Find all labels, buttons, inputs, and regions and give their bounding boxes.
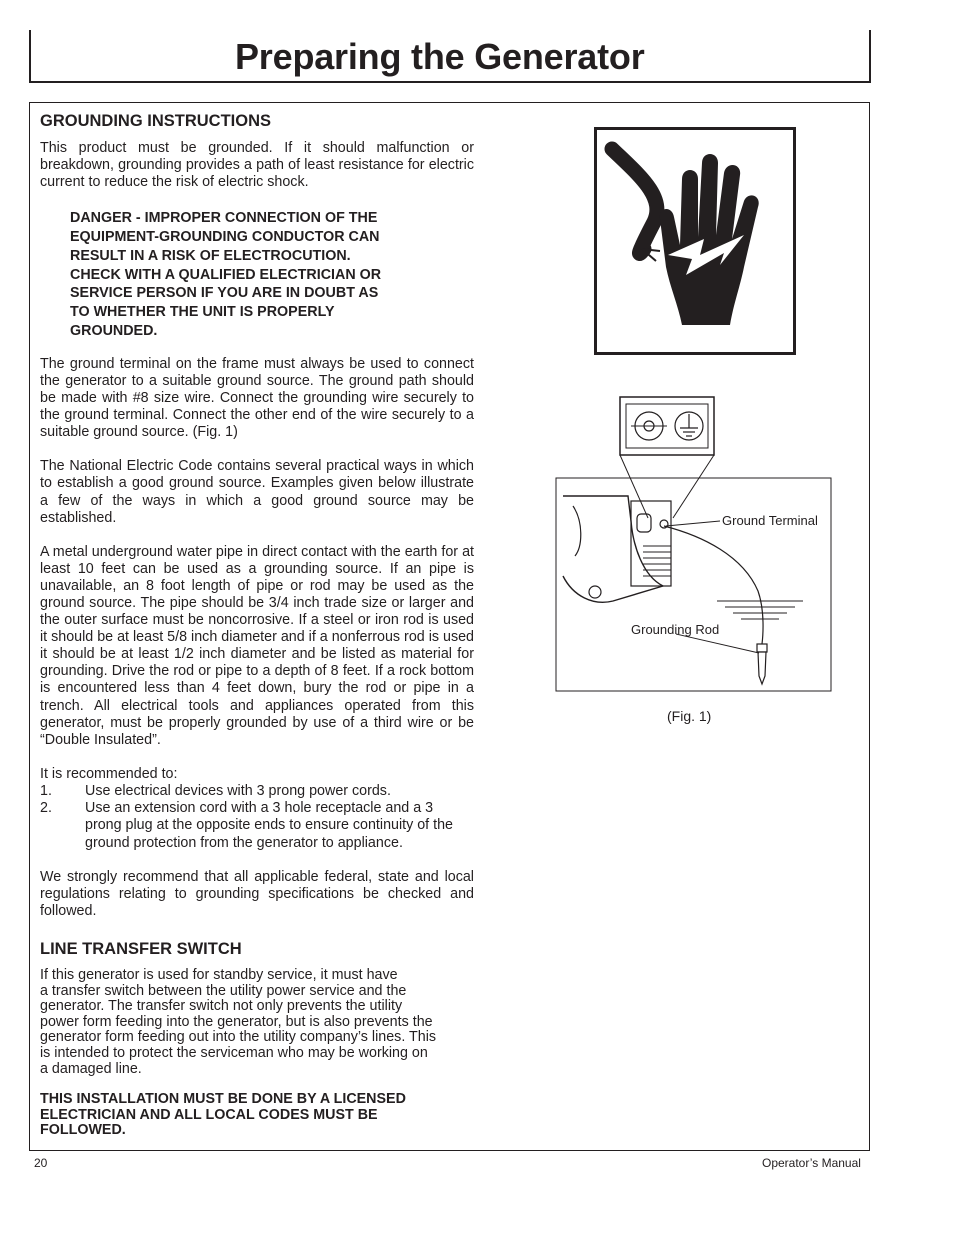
list-number: 2. [40,800,52,817]
warning-line: THIS INSTALLATION MUST BE DONE BY A LICENSED [40,1091,406,1108]
danger-line: EQUIPMENT-GROUNDING CONDUCTOR CAN [70,229,380,246]
grounding-rod-label: Grounding Rod [631,622,720,637]
page-number: 20 [34,1156,48,1170]
transfer-line: a transfer switch between the utility power service and the [40,982,407,999]
ground-surface [717,601,803,619]
ground-terminal-label: Ground Terminal [722,513,818,528]
transfer-line: a damaged line. [40,1060,142,1077]
danger-line: RESULT IN A RISK OF ELECTROCUTION. [70,247,351,264]
list-text: Use electrical devices with 3 prong power cords. [85,782,391,799]
list-item [40,800,474,852]
ground-terminal-detail [620,397,714,518]
danger-line: DANGER - IMPROPER CONNECTION OF THE [70,210,378,227]
grounding-heading: GROUNDING INSTRUCTIONS [40,112,271,130]
list-number: 1. [40,782,52,799]
warning-line: FOLLOWED. [40,1122,126,1139]
danger-line: CHECK WITH A QUALIFIED ELECTRICIAN OR [70,266,382,283]
page-title: Preparing the Generator [235,36,645,77]
transfer-heading: LINE TRANSFER SWITCH [40,940,242,959]
list-item [40,783,474,800]
manual-name: Operator’s Manual [762,1156,861,1170]
installation-warning [40,1092,474,1139]
paragraph-ground-terminal: The ground terminal on the frame must always be used to connect the generator to a suitable ground source. The ground path should be made with #8 size wire. Connect the grounding wire securely to the ground terminal. Connect the other end of the wire securely to a suitable ground source. (Fig. 1) [40,355,474,441]
list-text: Use an extension cord with a 3 hole receptacle and a 3 prong plug at the opposite ends to ensure continuity of the ground protection from the generator to appliance. [85,800,454,851]
recommend-intro: It is recommended to: [40,765,178,782]
figure-caption: (Fig. 1) [667,708,712,724]
warning-line: ELECTRICIAN AND ALL LOCAL CODES MUST BE [40,1106,378,1123]
danger-line: GROUNDED. [70,323,158,340]
grounding-figure [553,396,835,696]
text-column [40,112,474,1139]
transfer-paragraph [40,968,474,1077]
transfer-line: generator. The transfer switch not only prevents the utility [40,998,403,1015]
generator-illustration [563,496,671,602]
transfer-line: power form feeding into the generator, but is also prevents the [40,1013,433,1030]
electrocution-hazard-icon [594,127,796,355]
paragraph-water-pipe: A metal underground water pipe in direct contact with the earth for at least 10 feet can be used as a grounding source. If an pipe is unavailable, an 8 foot length of pipe or rod may be used as the ground source. The pipe should be 3/4 inch trade size or larger and the outer surface must be noncorrosive. If a steel or iron rod is used it should be at least 5/8 inch diameter and if a nonferrous rod is used it should be at least 1/2 inch diameter and be listed as material for grounding. Drive the rod or pipe to a depth of 8 feet. If a rock bottom is encountered less than 4 feet down, bury the rod or pipe in a trench. All electrical tools and appliances operated from this generator, must be properly grounded by use of a third wire or be “Double Insulated”. [40,543,474,748]
page-title-box [29,30,871,83]
paragraph-nec: The National Electric Code contains several practical ways in which to establish a good ground source. Examples given below illustrate a few of the ways in which a good ground source may be established. [40,458,474,526]
transfer-line: generator form feeding out into the utility company’s lines. This [40,1029,437,1046]
transfer-line: If this generator is used for standby service, it must have [40,967,398,984]
danger-warning [70,209,474,341]
grounding-rod [757,644,767,684]
transfer-line: is intended to protect the serviceman who may be working on [40,1044,428,1061]
danger-line: TO WHETHER THE UNIT IS PROPERLY [70,304,335,321]
grounding-intro: This product must be grounded. If it should malfunction or breakdown, grounding provides a path of least resistance for electric current to reduce the risk of electric shock. [40,140,474,191]
paragraph-regulations: We strongly recommend that all applicable federal, state and local regulations relating to grounding specifications be checked and followed. [40,868,474,919]
danger-line: SERVICE PERSON IF YOU ARE IN DOUBT AS [70,285,379,302]
